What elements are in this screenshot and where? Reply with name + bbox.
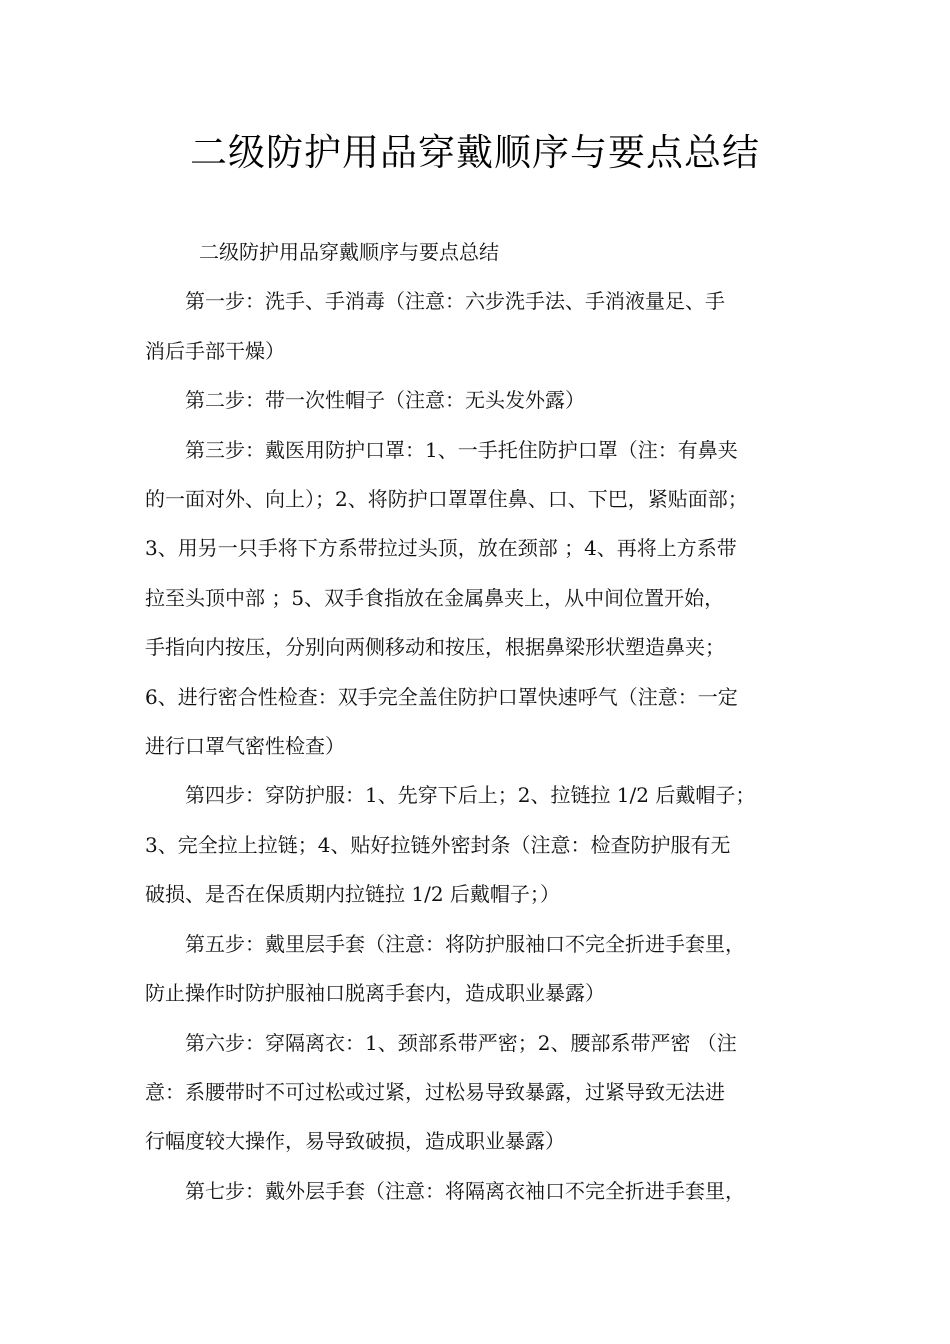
step-6-paragraph (145, 1019, 825, 1167)
step-5-paragraph (145, 920, 825, 1019)
step-3-line-4: 拉至头顶中部 ；5、双手食指放在金属鼻夹上，从中间位置开始， (145, 585, 725, 610)
step-3-line-2: 的一面对外、向上）；2、将防护口罩罩住鼻、口、下巴，紧贴面部； (145, 487, 748, 512)
step-3-paragraph (145, 426, 825, 772)
step-3-line-7: 进行口罩气密性检查） (145, 734, 345, 759)
step-4-line-3: 破损、是否在保质期内拉链拉 1/2 后戴帽子；） (145, 882, 560, 907)
step-4-line-1: 第四步：穿防护服：1、先穿下后上；2、拉链拉 1/2 后戴帽子； (185, 783, 756, 808)
step-3-line-1: 第三步：戴医用防护口罩：1、一手托住防护口罩（注：有鼻夹 (185, 437, 738, 462)
step-5-line-1: 第五步：戴里层手套（注意：将防护服袖口不完全折进手套里， (185, 931, 745, 956)
step-1-line-1: 第一步：洗手、手消毒（注意：六步洗手法、手消液量足、手 (185, 289, 725, 314)
step-3-line-6: 6、进行密合性检查：双手完全盖住防护口罩快速呼气（注意：一定 (145, 684, 738, 709)
step-1-line-2: 消后手部干燥） (145, 338, 285, 363)
step-2-line-1: 第二步：带一次性帽子（注意：无头发外露） (185, 388, 585, 413)
step-5-line-2: 防止操作时防护服袖口脱离手套内，造成职业暴露） (145, 981, 605, 1006)
step-3-line-5: 手指向内按压，分别向两侧移动和按压，根据鼻梁形状塑造鼻夹； (145, 635, 725, 660)
document-title: 二级防护用品穿戴顺序与要点总结 (190, 131, 760, 174)
body-subtitle: 二级防护用品穿戴顺序与要点总结 (199, 240, 499, 264)
document-body (145, 228, 825, 1216)
step-7-paragraph (145, 1167, 825, 1216)
step-4-line-2: 3、完全拉上拉链；4、贴好拉链外密封条（注意：检查防护服有无 (145, 832, 731, 857)
step-6-line-2: 意：系腰带时不可过松或过紧，过松易导致暴露，过紧导致无法进 (145, 1079, 725, 1104)
step-6-line-1: 第六步：穿隔离衣：1、颈部系带严密；2、腰部系带严密 （注 (185, 1030, 737, 1055)
step-4-paragraph (145, 771, 825, 919)
step-7-line-1: 第七步：戴外层手套（注意：将隔离衣袖口不完全折进手套里， (185, 1178, 745, 1203)
step-1-paragraph (145, 277, 825, 376)
step-3-line-3: 3、用另一只手将下方系带拉过头顶，放在颈部 ；4、再将上方系带 (145, 536, 737, 561)
step-6-line-3: 行幅度较大操作，易导致破损，造成职业暴露） (145, 1129, 565, 1154)
step-2-paragraph (145, 376, 825, 425)
